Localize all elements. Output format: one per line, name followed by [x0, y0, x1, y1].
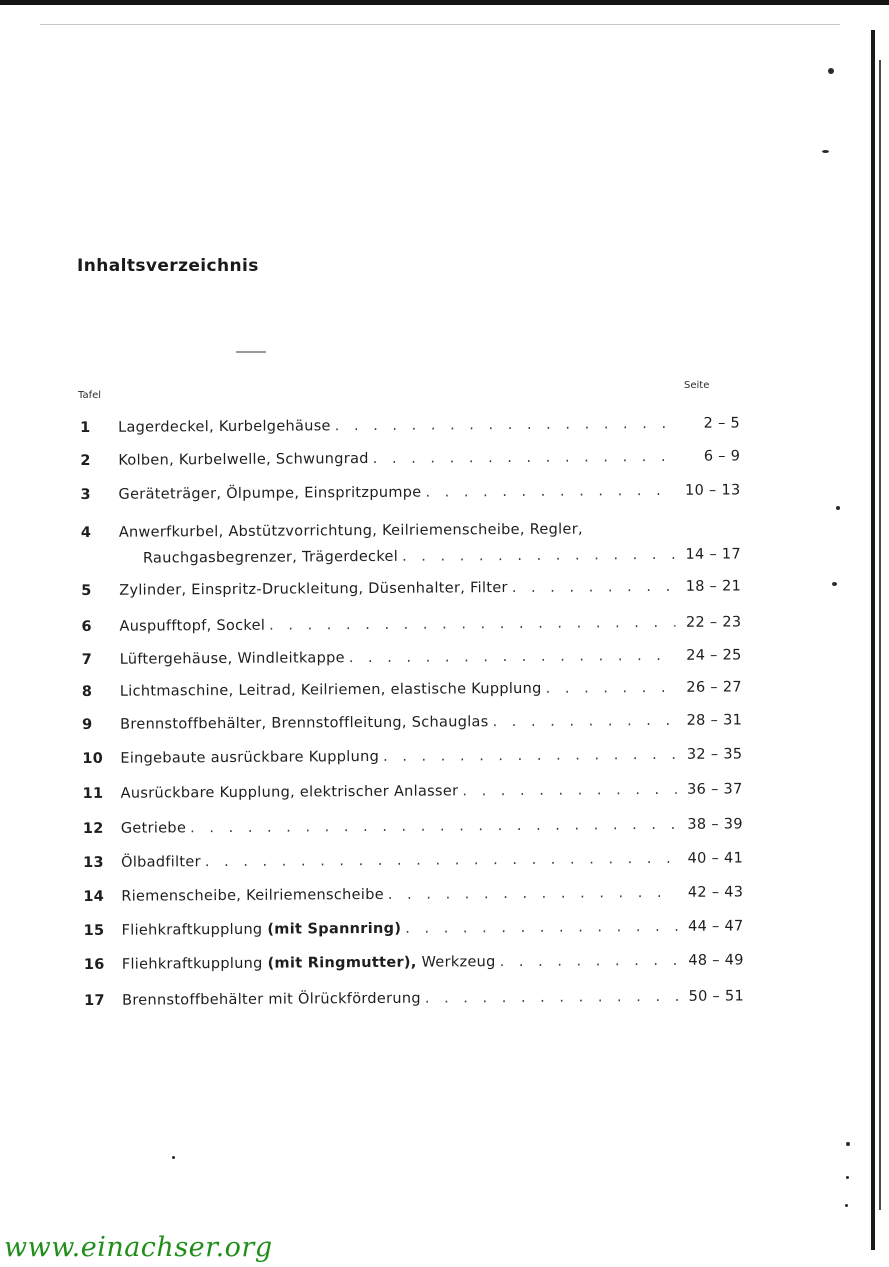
scan-speck	[172, 1156, 175, 1159]
dot-leader	[405, 919, 677, 937]
toc-entry	[80, 415, 740, 453]
toc-entry	[84, 988, 744, 1027]
entry-title: Kolben, Kurbelwelle, Schwungrad	[118, 450, 369, 469]
toc-entry	[82, 746, 742, 786]
entry-title	[122, 921, 402, 939]
entry-pages: 48 – 49	[688, 952, 744, 969]
entry-title: Geräteträger, Ölpumpe, Einspritzpumpe	[118, 484, 422, 503]
entry-number: 11	[82, 785, 104, 802]
entry-title: Brennstoffbehälter, Brennstoffleitung, Schauglas	[120, 714, 489, 733]
scan-speck	[832, 582, 837, 586]
entry-pages: 50 – 51	[688, 988, 745, 1005]
entry-number: 8	[81, 683, 93, 700]
scan-artifact-line	[40, 24, 840, 25]
entry-title-bold: (mit Spannring)	[267, 920, 402, 938]
entry-title: Ausrückbare Kupplung, elektrischer Anlasser	[120, 783, 459, 802]
toc-entry	[82, 712, 742, 751]
scan-right-border	[871, 30, 875, 1250]
dot-leader	[402, 547, 675, 565]
entry-title: Eingebaute ausrückbare Kupplung	[120, 748, 380, 767]
toc-entry	[81, 578, 741, 619]
entry-number: 14	[83, 888, 105, 905]
entry-pages: 36 – 37	[687, 781, 743, 798]
toc-entry	[80, 448, 740, 487]
toc-entry	[81, 614, 741, 652]
dot-leader	[500, 953, 678, 970]
toc-entry	[82, 647, 742, 684]
entry-title-plain: Fliehkraftkupplung	[121, 955, 263, 973]
toc-entry	[83, 816, 743, 855]
page-title: Inhaltsverzeichnis	[77, 256, 259, 276]
entry-pages: 44 – 47	[688, 918, 744, 935]
dot-leader	[190, 817, 677, 836]
dot-leader	[383, 747, 676, 765]
dot-leader	[349, 648, 676, 666]
entry-title: Lüftergehäuse, Windleitkappe	[119, 650, 345, 668]
entry-title: Getriebe	[120, 820, 187, 837]
dot-leader	[492, 713, 676, 730]
toc-entry	[84, 918, 744, 957]
entry-pages: 14 – 17	[685, 546, 742, 563]
dot-leader	[335, 416, 674, 434]
dot-leader	[462, 782, 676, 799]
toc-entry	[80, 482, 740, 525]
entry-number: 15	[83, 922, 105, 939]
toc-entry	[84, 952, 744, 993]
entry-number: 16	[83, 956, 105, 973]
entry-number: 13	[83, 854, 104, 871]
entry-pages: 40 – 41	[687, 850, 744, 867]
entry-pages: 10 – 13	[684, 482, 741, 499]
scan-right-border-shadow	[879, 60, 881, 1210]
entry-number: 17	[84, 992, 105, 1009]
scan-speck	[828, 68, 834, 74]
entry-title-bold: (mit Ringmutter),	[267, 954, 417, 972]
entry-pages: 18 – 21	[685, 578, 742, 595]
entry-title	[122, 954, 496, 973]
scan-speck	[845, 1204, 848, 1207]
scan-top-border	[0, 0, 889, 5]
entry-pages: 26 – 27	[686, 679, 742, 696]
entry-number: 5	[81, 582, 92, 599]
entry-title-plain: Fliehkraftkupplung	[121, 921, 263, 939]
dot-leader	[205, 851, 677, 870]
entry-title: Brennstoffbehälter mit Ölrückförderung	[121, 990, 421, 1009]
dot-leader	[388, 885, 678, 903]
entry-number: 6	[81, 618, 92, 635]
toc-entry	[81, 520, 741, 583]
entry-pages: 32 – 35	[686, 746, 743, 763]
entry-title: Riemenscheibe, Keilriemenscheibe	[121, 886, 384, 905]
scan-speck	[236, 351, 266, 353]
website-watermark: www.einachser.org	[4, 1232, 273, 1263]
entry-pages: 24 – 25	[686, 647, 742, 664]
entry-pages: 28 – 31	[686, 712, 743, 729]
dot-leader	[546, 680, 676, 697]
table-of-contents	[80, 415, 744, 1027]
entry-number: 12	[82, 820, 104, 837]
dot-leader	[373, 449, 675, 467]
scan-speck	[846, 1176, 849, 1179]
entry-pages: 2 – 5	[703, 415, 741, 432]
scan-speck	[846, 1142, 850, 1146]
dot-leader	[269, 615, 675, 634]
entry-title: Ölbadfilter	[121, 854, 201, 871]
column-header-seite: Seite	[684, 380, 710, 391]
scan-speck	[822, 150, 829, 153]
entry-pages: 38 – 39	[687, 816, 743, 833]
entry-number: 4	[80, 524, 92, 541]
toc-entry	[83, 850, 743, 889]
toc-entry	[82, 679, 742, 717]
scan-speck	[836, 506, 840, 510]
entry-pages: 6 – 9	[703, 448, 741, 465]
entry-number: 2	[80, 452, 91, 469]
dot-leader	[425, 989, 678, 1007]
dot-leader	[512, 579, 675, 596]
entry-title-line1: Anwerfkurbel, Abstützvorrichtung, Keilriemenscheibe, Regler,	[118, 521, 583, 541]
entry-pages: 22 – 23	[685, 614, 742, 631]
entry-title: Auspufftopf, Sockel	[119, 617, 266, 635]
toc-entry	[83, 884, 743, 923]
entry-number: 9	[82, 716, 93, 733]
entry-number: 3	[80, 486, 91, 503]
entry-title: Lagerdeckel, Kurbelgehäuse	[117, 418, 331, 436]
column-header-tafel: Tafel	[78, 390, 102, 401]
entry-title: Lichtmaschine, Leitrad, Keilriemen, elastische Kupplung	[119, 680, 542, 700]
entry-pages: 42 – 43	[687, 884, 744, 901]
entry-title-after: Werkzeug	[421, 954, 496, 971]
toc-entry	[83, 781, 743, 821]
entry-number: 7	[81, 651, 93, 668]
entry-title-line2: Rauchgasbegrenzer, Trägerdeckel	[142, 548, 399, 567]
dot-leader	[425, 483, 674, 501]
entry-number: 1	[80, 419, 91, 436]
entry-number: 10	[82, 750, 104, 767]
entry-title: Zylinder, Einspritz-Druckleitung, Düsenhalter, Filter	[119, 580, 508, 599]
